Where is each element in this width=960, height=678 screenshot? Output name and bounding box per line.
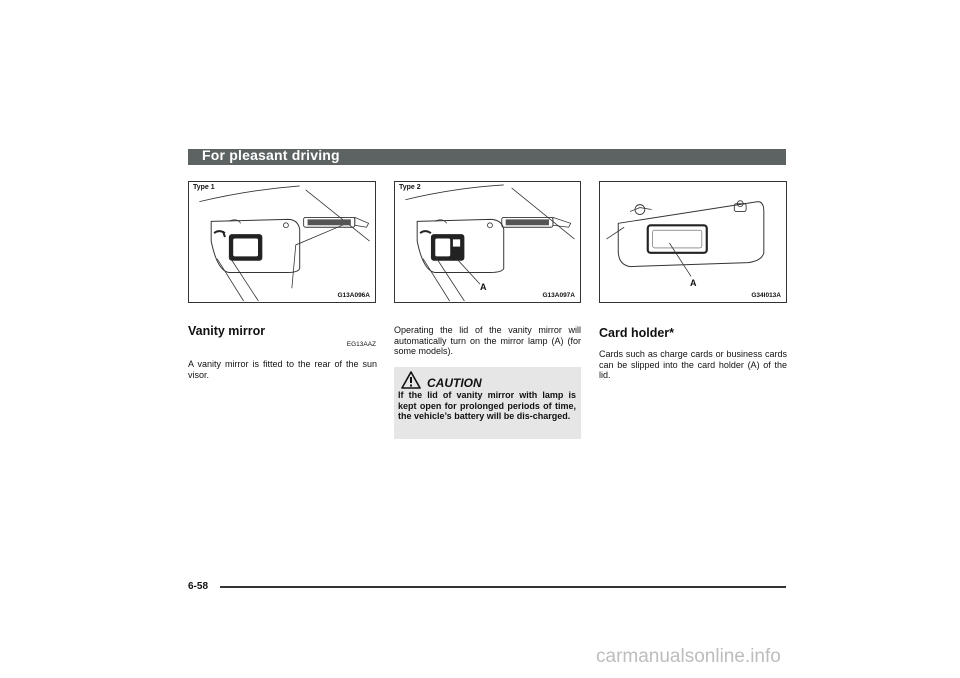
caution-box [394,367,581,439]
mirror-lamp-text: Operating the lid of the vanity mirror will automatically turn on the mirror lamp (A) (for some models). [394,325,581,356]
figure-type-label: Type 1 [193,184,215,191]
callout-label-a: A [480,282,487,292]
card-holder-heading: Card holder* [599,326,675,340]
sun-visor-type-2-illustration [395,182,580,302]
figure-code: G13A096A [337,292,370,299]
figure-card-holder [599,181,787,303]
page-number: 6-58 [188,581,209,592]
reference-code: EG13AAZ [346,341,376,348]
vanity-mirror-text: A vanity mirror is fitted to the rear of the sun visor. [188,359,377,380]
warning-triangle-icon [401,371,421,389]
section-header-title: For pleasant driving [202,147,340,163]
watermark-text: carmanualsonline.info [596,646,781,667]
card-holder-text: Cards such as charge cards or business cards can be slipped into the card holder (A) of the lid. [599,349,787,380]
caution-title: CAUTION [427,376,482,390]
caution-text: If the lid of vanity mirror with lamp is kept open for prolonged periods of time, the vehicle’s battery will be dis-charged. [398,390,576,421]
figure-type-label: Type 2 [399,184,421,191]
sun-visor-type-1-illustration [189,182,375,302]
figure-vanity-mirror-type-2 [394,181,581,303]
figure-code: G34I013A [751,292,781,299]
vanity-mirror-heading: Vanity mirror [188,324,266,338]
figure-code: G13A097A [542,292,575,299]
callout-label-a: A [690,278,697,288]
figure-vanity-mirror-type-1 [188,181,376,303]
footer-rule [220,586,786,588]
